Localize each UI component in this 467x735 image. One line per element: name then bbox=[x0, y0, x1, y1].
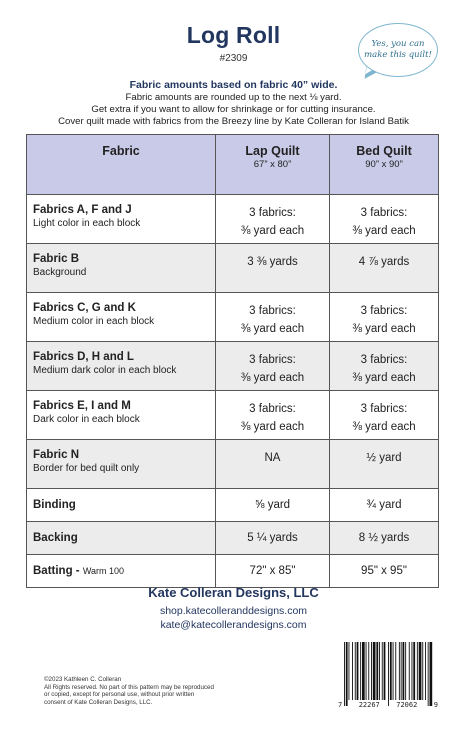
table-row bbox=[27, 342, 439, 391]
row-fabric-name bbox=[33, 565, 215, 577]
email-link[interactable]: kate@katecollerandesigns.com bbox=[160, 619, 307, 631]
barcode-digit-group: 9 bbox=[433, 701, 438, 709]
row-fabric-cell bbox=[27, 293, 216, 342]
pattern-title: Log Roll bbox=[186, 22, 281, 48]
row-lap-line-2: ⅜ yard each bbox=[240, 421, 305, 433]
barcode-digits bbox=[338, 701, 438, 709]
row-fabric-name: Fabric B bbox=[33, 253, 80, 265]
row-fabric-name: Binding bbox=[33, 499, 76, 511]
row-bed-line-1: 3 fabrics: bbox=[360, 305, 408, 317]
row-bed-cell bbox=[330, 489, 439, 522]
table-row bbox=[27, 555, 439, 588]
row-fabric-name: Fabrics D, H and L bbox=[33, 351, 134, 363]
row-lap-line-1: 3 ⅜ yards bbox=[247, 256, 298, 268]
row-bed-cell bbox=[330, 293, 439, 342]
row-bed-line-1: 3 fabrics: bbox=[360, 403, 408, 415]
header-fabric: Fabric bbox=[27, 135, 216, 195]
intro-line-2: Get extra if you want to allow for shrinkage or for cutting insurance. bbox=[91, 104, 376, 115]
header-lap-size: 67” x 80” bbox=[253, 159, 292, 170]
row-lap-cell bbox=[216, 195, 330, 244]
row-fabric-desc: Dark color in each block bbox=[33, 414, 140, 425]
row-bed-line-2: ⅜ yard each bbox=[352, 225, 416, 237]
row-lap-line-2: ⅜ yard each bbox=[240, 372, 305, 384]
row-lap-line-1: 3 fabrics: bbox=[249, 403, 296, 415]
header-bed-quilt bbox=[330, 135, 439, 195]
row-fabric-cell bbox=[27, 244, 216, 293]
fabric-requirements-table bbox=[26, 134, 439, 588]
row-fabric-name-suffix: Warm 100 bbox=[82, 566, 125, 576]
row-bed-line-2: ⅜ yard each bbox=[352, 372, 416, 384]
header-bed-label: Bed Quilt bbox=[356, 144, 412, 158]
copyright-line-3: or copied, except for personal use, without prior written bbox=[44, 691, 195, 698]
row-lap-line-1: 3 fabrics: bbox=[249, 354, 296, 366]
row-bed-line-2: ⅜ yard each bbox=[352, 323, 416, 335]
intro-line-3: Cover quilt made with fabrics from the Breezy line by Kate Colleran for Island Batik bbox=[58, 116, 409, 127]
header-lap-quilt bbox=[216, 135, 330, 195]
table-row bbox=[27, 522, 439, 555]
copyright-line-2: All Rights reserved. No part of this pattern may be reproduced bbox=[44, 683, 214, 691]
row-lap-cell bbox=[216, 522, 330, 555]
header-lap-label: Lap Quilt bbox=[245, 144, 300, 158]
row-lap-cell bbox=[216, 440, 330, 489]
company-name: Kate Colleran Designs, LLC bbox=[148, 585, 319, 600]
copyright-notice bbox=[44, 676, 284, 706]
row-lap-cell bbox=[216, 555, 330, 588]
row-fabric-desc: Medium dark color in each block bbox=[33, 365, 177, 376]
barcode-digit-group: 22267 bbox=[358, 701, 380, 709]
row-fabric-cell bbox=[27, 391, 216, 440]
row-fabric-name: Fabrics A, F and J bbox=[33, 204, 132, 216]
row-fabric-name: Fabrics E, I and M bbox=[33, 400, 131, 412]
table-row bbox=[27, 391, 439, 440]
intro-notes bbox=[0, 79, 467, 128]
speech-bubble bbox=[358, 23, 438, 77]
row-bed-line-1: 4 ⅞ yards bbox=[358, 256, 410, 268]
copyright-line-1: ©2023 Kathleen C. Colleran bbox=[44, 676, 122, 683]
row-fabric-name-text: Batting - bbox=[33, 565, 80, 577]
table-header-row bbox=[27, 135, 439, 195]
website-link[interactable]: shop.katecolleranddesigns.com bbox=[159, 605, 308, 617]
row-fabric-cell bbox=[27, 342, 216, 391]
header-bed-size: 90” x 90” bbox=[365, 159, 403, 170]
row-lap-cell bbox=[216, 342, 330, 391]
row-lap-cell bbox=[216, 489, 330, 522]
row-bed-cell bbox=[330, 195, 439, 244]
row-fabric-cell bbox=[27, 489, 216, 522]
row-fabric-cell bbox=[27, 555, 216, 588]
table-row bbox=[27, 440, 439, 489]
row-fabric-cell bbox=[27, 440, 216, 489]
row-bed-line-1: 3 fabrics: bbox=[360, 207, 408, 219]
row-lap-line-1: NA bbox=[264, 452, 281, 464]
row-lap-line-1: ⅝ yard bbox=[254, 499, 291, 511]
row-bed-line-1: 95" x 95" bbox=[361, 565, 407, 577]
row-fabric-name: Fabric N bbox=[33, 449, 80, 461]
row-bed-cell bbox=[330, 342, 439, 391]
row-lap-cell bbox=[216, 391, 330, 440]
row-lap-line-1: 3 fabrics: bbox=[249, 207, 296, 219]
row-bed-line-1: 3 fabrics: bbox=[360, 354, 408, 366]
row-lap-line-1: 72" x 85" bbox=[249, 565, 296, 577]
row-bed-line-2: ⅜ yard each bbox=[352, 421, 416, 433]
row-bed-cell bbox=[330, 555, 439, 588]
contact-block bbox=[0, 604, 467, 632]
barcode-digit-group: 7 bbox=[338, 701, 343, 709]
row-bed-cell bbox=[330, 391, 439, 440]
row-lap-line-2: ⅜ yard each bbox=[240, 323, 305, 335]
row-fabric-desc: Background bbox=[33, 267, 87, 278]
row-fabric-name: Backing bbox=[33, 532, 78, 544]
intro-heading: Fabric amounts based on fabric 40” wide. bbox=[129, 79, 338, 91]
row-fabric-cell bbox=[27, 522, 216, 555]
pattern-number: #2309 bbox=[219, 53, 248, 64]
row-bed-line-1: ¾ yard bbox=[366, 499, 402, 511]
row-lap-line-2: ⅜ yard each bbox=[240, 225, 305, 237]
row-bed-cell bbox=[330, 522, 439, 555]
table-row bbox=[27, 195, 439, 244]
table-row bbox=[27, 244, 439, 293]
row-fabric-cell bbox=[27, 195, 216, 244]
row-lap-line-1: 5 ¼ yards bbox=[247, 532, 298, 544]
bubble-line-2: make this quilt! bbox=[364, 50, 432, 60]
intro-line-1: Fabric amounts are rounded up to the next ⅛ yard. bbox=[125, 92, 342, 103]
table-row bbox=[27, 293, 439, 342]
copyright-line-4: consent of Kate Colleran Designs, LLC. bbox=[44, 698, 153, 706]
row-lap-cell bbox=[216, 244, 330, 293]
row-fabric-name: Fabrics C, G and K bbox=[33, 302, 136, 314]
row-fabric-desc: Border for bed quilt only bbox=[33, 463, 140, 474]
barcode-digit-group: 72062 bbox=[396, 701, 418, 709]
row-bed-line-1: ½ yard bbox=[366, 452, 402, 464]
row-fabric-desc: Light color in each block bbox=[33, 218, 141, 229]
bubble-line-1: Yes, you can bbox=[371, 39, 425, 49]
row-lap-line-1: 3 fabrics: bbox=[249, 305, 296, 317]
table-row bbox=[27, 489, 439, 522]
barcode-icon bbox=[340, 640, 434, 708]
row-lap-cell bbox=[216, 293, 330, 342]
row-bed-line-1: 8 ½ yards bbox=[358, 532, 410, 544]
row-bed-cell bbox=[330, 440, 439, 489]
row-bed-cell bbox=[330, 244, 439, 293]
row-fabric-desc: Medium color in each block bbox=[33, 316, 155, 327]
